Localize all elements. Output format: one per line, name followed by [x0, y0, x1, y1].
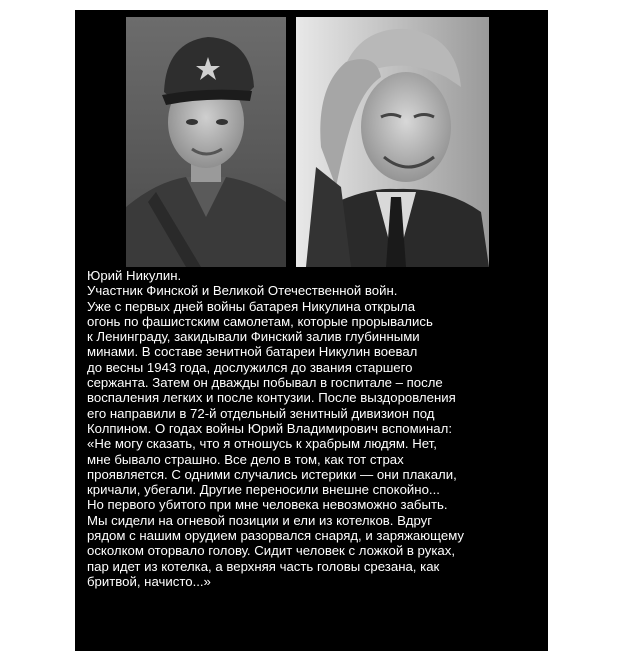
caption-line: сержанта. Затем он дважды побывал в госпитале – после [87, 375, 443, 391]
caption-line: Уже с первых дней войны батарея Никулина открыла [87, 298, 416, 314]
caption-line: проявляется. С одними случались истерики — они плакали, [87, 466, 457, 482]
caption-line: мне бывало страшно. Все дело в том, как тот страх [87, 451, 404, 467]
caption-text [87, 268, 542, 589]
caption-line: воспаления легких и после контузии. После выздоровления [87, 390, 456, 406]
caption-line: Колпином. О годах войны Юрий Владимирович вспоминал: [87, 420, 452, 436]
caption-line: до весны 1943 года, дослужился до звания старшего [87, 359, 413, 375]
caption-line: его направили в 72-й отдельный зенитный дивизион под [87, 405, 435, 421]
black-panel [75, 10, 548, 651]
caption-line: Но первого убитого при мне человека невозможно забыть. [87, 497, 448, 513]
caption-line: к Ленинграду, закидывали Финский залив глубинными [87, 329, 420, 345]
caption-line: бритвой, начисто...» [87, 573, 211, 589]
caption-line: Мы сидели на огневой позиции и ели из котелков. Вдруг [87, 512, 433, 528]
caption-line: Участник Финской и Великой Отечественной войн. [87, 283, 398, 299]
caption-line: Юрий Никулин. [87, 268, 182, 283]
caption-line: огонь по фашистским самолетам, которые прорывались [87, 313, 433, 329]
young-soldier-photo [126, 17, 286, 267]
caption-line: пар идет из котелка, а верхняя часть головы срезана, как [87, 558, 440, 574]
caption-line: «Не могу сказать, что я отношусь к храбрым людям. Нет, [87, 436, 437, 452]
caption-line: кричали, убегали. Другие переносили внешне спокойно... [87, 482, 440, 498]
older-man-photo [296, 17, 489, 267]
caption-line: осколком оторвало голову. Сидит человек с ложкой в руках, [87, 543, 455, 559]
caption-line: рядом с нашим орудием разорвался снаряд, и заряжающему [87, 528, 465, 544]
caption-line: минами. В составе зенитной батареи Никулин воевал [87, 344, 418, 360]
